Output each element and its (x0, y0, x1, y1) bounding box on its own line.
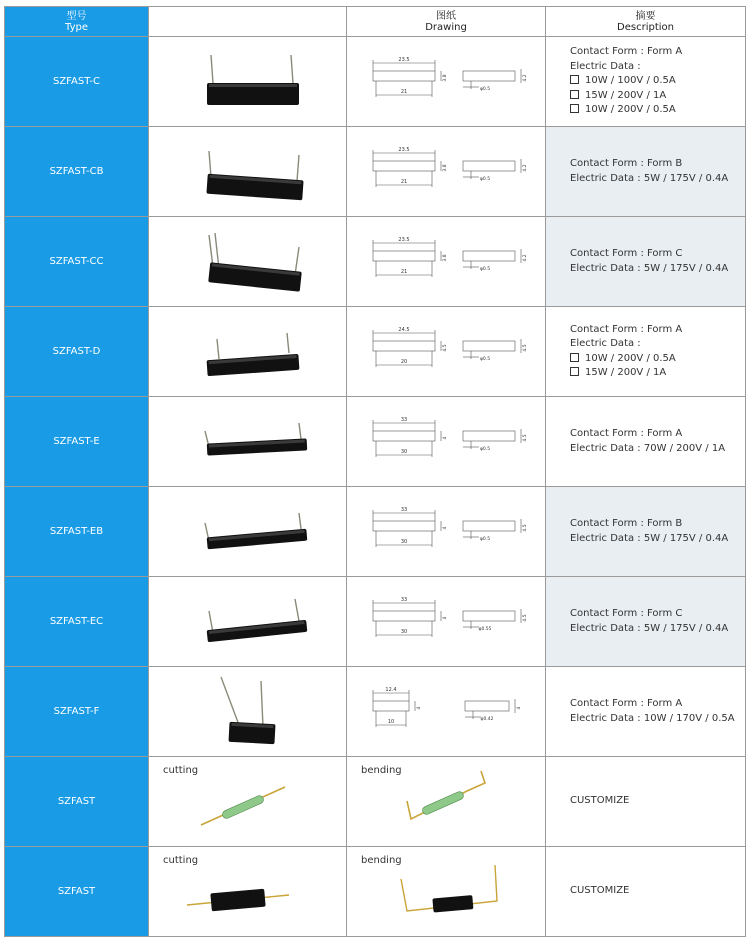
contact-form-text: Contact Form : Form A (570, 46, 683, 58)
dimension-label: 4.5 (443, 344, 448, 352)
dimension-label: φ0.5 (479, 357, 491, 362)
glass-capsule (421, 790, 464, 815)
cutting-caption: cutting (163, 855, 199, 866)
header-description (546, 7, 746, 37)
header-type-cn: 型号 (66, 10, 87, 22)
photo-cell (149, 397, 347, 487)
lead-wire (261, 681, 263, 727)
description-cell (546, 577, 746, 667)
reed-switch-photo (149, 487, 347, 576)
drawing-cell (347, 217, 546, 307)
checkbox-icon (570, 90, 579, 99)
lead-wire (297, 155, 299, 181)
photo-cell (149, 487, 347, 577)
end-view-body (463, 161, 515, 171)
reed-switch-photo (149, 577, 347, 666)
header-desc-en: Description (617, 21, 674, 33)
end-view-body (463, 71, 515, 81)
dimension-label: 4.5 (523, 434, 528, 442)
rating-option (570, 103, 745, 118)
description-cell (546, 307, 746, 397)
dimension-label: 4 (443, 526, 448, 530)
technical-drawing (347, 577, 546, 666)
dimension-label: φ0.55 (478, 627, 492, 632)
dimension-label: 33 (400, 597, 408, 603)
rating-option-label: 15W / 200V / 1A (585, 89, 667, 101)
end-view-body (465, 701, 509, 711)
electric-data-text: Electric Data : (570, 338, 641, 349)
dimension-label: 4.5 (523, 614, 528, 622)
contact-form-text: Contact Form : Form B (570, 518, 683, 529)
lead-wire (295, 247, 299, 275)
checkbox-icon (570, 367, 579, 376)
dimension-label: 33 (400, 507, 408, 513)
customize-cell: CUSTOMIZE (546, 847, 746, 937)
product-row (5, 37, 746, 127)
end-view-body (463, 521, 515, 531)
checkbox-icon (570, 75, 579, 84)
cutting-cell (149, 847, 347, 937)
dimension-label: 3.8 (443, 164, 448, 172)
dimension-label: 21 (400, 269, 408, 275)
type-cell: SZFAST-CC (5, 217, 149, 307)
side-view-body (373, 701, 409, 711)
dimension-label: 33 (400, 417, 408, 423)
dimension-label: 24.5 (398, 327, 410, 333)
type-cell: SZFAST-EC (5, 577, 149, 667)
product-row (5, 127, 746, 217)
product-row (5, 577, 746, 667)
lead-wire (287, 333, 289, 353)
dimension-label: 23.5 (398, 237, 410, 243)
technical-drawing (347, 667, 546, 756)
header-type-en: Type (65, 21, 88, 33)
dimension-label: 30 (400, 539, 408, 545)
dimension-label: 4 (443, 616, 448, 620)
bending-cell (347, 757, 546, 847)
rating-option (570, 366, 745, 381)
dimension-label: 4.5 (523, 524, 528, 532)
rating-option (570, 89, 745, 104)
rating-option (570, 74, 745, 89)
end-view-body (463, 341, 515, 351)
electric-data-text: Electric Data : 10W / 170V / 0.5A (570, 712, 735, 724)
photo-cell (149, 307, 347, 397)
contact-form-text: Contact Form : Form A (570, 698, 683, 709)
product-row (5, 667, 746, 757)
product-row (5, 487, 746, 577)
dimension-label: 4.2 (523, 164, 528, 172)
type-cell: SZFAST (5, 847, 149, 937)
product-row (5, 397, 746, 487)
dimension-label: 4.2 (523, 74, 528, 82)
dimension-label: 21 (400, 179, 408, 185)
drawing-cell (347, 397, 546, 487)
technical-drawing (347, 217, 546, 306)
dimension-label: 4 (417, 706, 422, 710)
drawing-cell (347, 487, 546, 577)
end-view-body (463, 431, 515, 441)
header-desc-cn: 摘要 (635, 10, 656, 22)
product-row (5, 217, 746, 307)
type-cell: SZFAST-E (5, 397, 149, 487)
type-cell: SZFAST-F (5, 667, 149, 757)
switch-body (210, 889, 265, 912)
photo-cell (149, 667, 347, 757)
description-cell (546, 37, 746, 127)
lead-wire (299, 423, 301, 439)
custom-row (5, 847, 746, 937)
side-view-body (373, 521, 435, 531)
dimension-label: 4.5 (523, 344, 528, 352)
technical-drawing (347, 487, 546, 576)
dimension-label: 30 (400, 449, 408, 455)
checkbox-icon (570, 104, 579, 113)
side-view-body (373, 161, 435, 171)
dimension-label: 4 (443, 436, 448, 440)
description-cell (546, 217, 746, 307)
technical-drawing (347, 397, 546, 486)
electric-data-text: Electric Data : 5W / 175V / 0.4A (570, 172, 729, 184)
dimension-label: φ0.5 (479, 177, 491, 182)
lead-wire (209, 151, 211, 177)
electric-data-text: Electric Data : 5W / 175V / 0.4A (570, 622, 729, 634)
type-cell: SZFAST-EB (5, 487, 149, 577)
dimension-label: 4 (517, 706, 522, 710)
dimension-label: φ0.42 (480, 717, 494, 722)
rating-option-label: 10W / 200V / 0.5A (585, 104, 676, 116)
electric-data-text: Electric Data : 70W / 200V / 1A (570, 442, 726, 454)
cutting-caption: cutting (163, 765, 199, 776)
reed-switch-photo (149, 307, 347, 396)
checkbox-icon (570, 353, 579, 362)
rating-option-label: 10W / 200V / 0.5A (585, 352, 676, 364)
drawing-cell (347, 307, 546, 397)
rating-option-label: 15W / 200V / 1A (585, 367, 667, 378)
rating-option-label: 10W / 100V / 0.5A (585, 75, 676, 87)
photo-cell (149, 37, 347, 127)
end-view-body (463, 251, 515, 261)
contact-form-text: Contact Form : Form C (570, 608, 683, 619)
contact-form-text: Contact Form : Form C (570, 248, 683, 259)
side-view-body (373, 431, 435, 441)
photo-cell (149, 577, 347, 667)
side-view-body (373, 341, 435, 351)
bending-caption: bending (361, 855, 402, 866)
dimension-label: 10 (387, 719, 395, 725)
photo-cell (149, 127, 347, 217)
dimension-label: 30 (400, 629, 408, 635)
reed-switch-photo (149, 37, 347, 126)
lead-wire (299, 513, 301, 529)
lead-wire (291, 55, 293, 83)
electric-data-text: Electric Data : 5W / 175V / 0.4A (570, 532, 729, 544)
dimension-label: 23.5 (398, 57, 410, 63)
technical-drawing (347, 127, 546, 216)
dimension-label: φ0.5 (479, 537, 491, 542)
dimension-label: φ0.5 (479, 447, 491, 452)
lead-wire (295, 599, 299, 621)
lead-wire (211, 55, 213, 83)
drawing-cell (347, 667, 546, 757)
cutting-cell (149, 757, 347, 847)
lead-wire (217, 339, 219, 359)
contact-form-text: Contact Form : Form A (570, 428, 683, 439)
drawing-cell (347, 37, 546, 127)
bending-caption: bending (361, 765, 402, 776)
dimension-label: 4.2 (523, 254, 528, 262)
electric-data-text: Electric Data : 5W / 175V / 0.4A (570, 262, 729, 274)
header-drawing (347, 7, 546, 37)
technical-drawing (347, 307, 546, 396)
dimension-label: 23.5 (398, 147, 410, 153)
reed-switch-photo (149, 667, 347, 756)
contact-form-text: Contact Form : Form A (570, 323, 683, 335)
end-view-body (463, 611, 515, 621)
reed-switch-photo (149, 397, 347, 486)
dimension-label: 20 (400, 359, 408, 365)
header-type (5, 7, 149, 37)
side-view-body (373, 251, 435, 261)
electric-data-text: Electric Data : (570, 60, 641, 72)
dimension-label: 12.4 (385, 687, 397, 693)
customize-cell: CUSTOMIZE (546, 757, 746, 847)
dimension-label: 3.8 (443, 74, 448, 82)
photo-cell (149, 217, 347, 307)
dimension-label: 21 (400, 89, 408, 95)
header-drawing-cn: 图纸 (436, 10, 456, 22)
header-photo (149, 7, 347, 37)
spec-table (4, 6, 746, 937)
technical-drawing (347, 37, 546, 126)
drawing-cell (347, 577, 546, 667)
type-cell: SZFAST (5, 757, 149, 847)
description-cell (546, 397, 746, 487)
dimension-label: φ0.5 (479, 267, 491, 272)
header-row (5, 7, 746, 37)
glass-capsule (221, 794, 264, 819)
description-cell (546, 127, 746, 217)
type-cell: SZFAST-CB (5, 127, 149, 217)
side-view-body (373, 71, 435, 81)
type-cell: SZFAST-D (5, 307, 149, 397)
contact-form-text: Contact Form : Form B (570, 158, 683, 169)
drawing-cell (347, 127, 546, 217)
description-cell (546, 487, 746, 577)
dimension-label: 3.8 (443, 254, 448, 262)
dimension-label: φ0.5 (479, 87, 491, 92)
type-cell: SZFAST-C (5, 37, 149, 127)
rating-option (570, 352, 745, 367)
side-view-body (373, 611, 435, 621)
reed-switch-photo (149, 127, 347, 216)
reed-switch-photo (149, 217, 347, 306)
product-row (5, 307, 746, 397)
bending-cell (347, 847, 546, 937)
custom-row (5, 757, 746, 847)
lead-wire (221, 677, 239, 725)
header-drawing-en: Drawing (425, 21, 467, 33)
description-cell (546, 667, 746, 757)
switch-body (432, 895, 473, 912)
lead-wire (209, 235, 213, 267)
